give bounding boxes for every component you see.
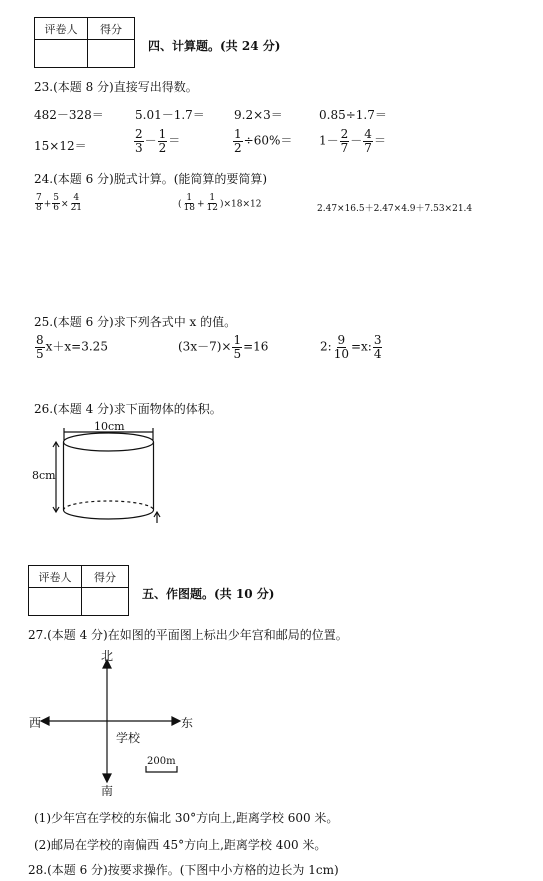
q26-header: 26.(本题 4 分)求下面物体的体积。 [34,402,222,416]
cylinder-figure [53,428,160,523]
south-label: 南 [101,784,114,798]
q25-expr3: 2: $\frac{9}{10}$ =x: $\frac{3}{4}$ [320,333,382,361]
q24-expr2: ( $\frac{1}{18}$ + $\frac{1}{12}$ )×18×12 [178,193,262,214]
reviewer-cell: 评卷人 [35,18,88,40]
score-cell: 得分 [88,18,135,40]
q23-r1-c: 9.2×3＝ [234,108,283,122]
q23-r2-d: 1－ $\frac{2}{7}$ － $\frac{4}{7}$ ＝ [319,127,386,155]
west-label: 西 [29,716,42,730]
cylinder-diameter-label: 10cm [94,420,125,433]
score-cell: 得分 [82,566,129,588]
q25-header: 25.(本题 6 分)求下列各式中 x 的值。 [34,315,237,329]
q23-r2-c: $\frac{1}{2}$ ÷60%＝ [234,127,293,155]
q25-expr2: (3x－7)× $\frac{1}{5}$ =16 [178,333,269,361]
score-table-section5 [28,565,129,616]
q23-r1-a: 482－328＝ [34,108,104,122]
q27-item2: (2)邮局在学校的南偏西 45°方向上,距离学校 400 米。 [34,838,327,852]
reviewer-cell: 评卷人 [29,566,82,588]
q25-expr1: $\frac{8}{5}$ x＋x=3.25 [36,333,108,361]
q27-item1: (1)少年宫在学校的东偏北 30°方向上,距离学校 600 米。 [34,811,339,825]
q23-r1-d: 0.85÷1.7＝ [319,108,387,122]
q24-expr1: $\frac{7}{8}$ + $\frac{5}{6}$ × $\frac{4}{21}$ [36,193,83,214]
q24-expr3: 2.47×16.5＋2.47×4.9＋7.53×21.4 [317,204,473,214]
q23-r2-a: 15×12＝ [34,139,87,153]
q23-r1-b: 5.01－1.7＝ [135,108,205,122]
section4-title: 四、计算题。(共 24 分) [148,39,281,53]
section5-title: 五、作图题。(共 10 分) [142,587,275,601]
east-label: 东 [181,716,194,730]
score-blank[interactable] [82,588,129,616]
school-label: 学校 [116,731,141,745]
q23-header: 23.(本题 8 分)直接写出得数。 [34,80,198,94]
q28-header: 28.(本题 6 分)按要求操作。(下图中小方格的边长为 1cm) [28,863,339,877]
q24-header: 24.(本题 6 分)脱式计算。(能简算的要简算) [34,172,268,186]
q27-header: 27.(本题 4 分)在如图的平面图上标出少年宫和邮局的位置。 [28,628,348,642]
q23-r2-b: $\frac{2}{3}$ － $\frac{1}{2}$ ＝ [135,127,181,155]
reviewer-blank[interactable] [29,588,82,616]
cylinder-height-label: 8cm [32,469,56,482]
scale-label: 200m [147,756,176,767]
north-label: 北 [101,649,114,663]
